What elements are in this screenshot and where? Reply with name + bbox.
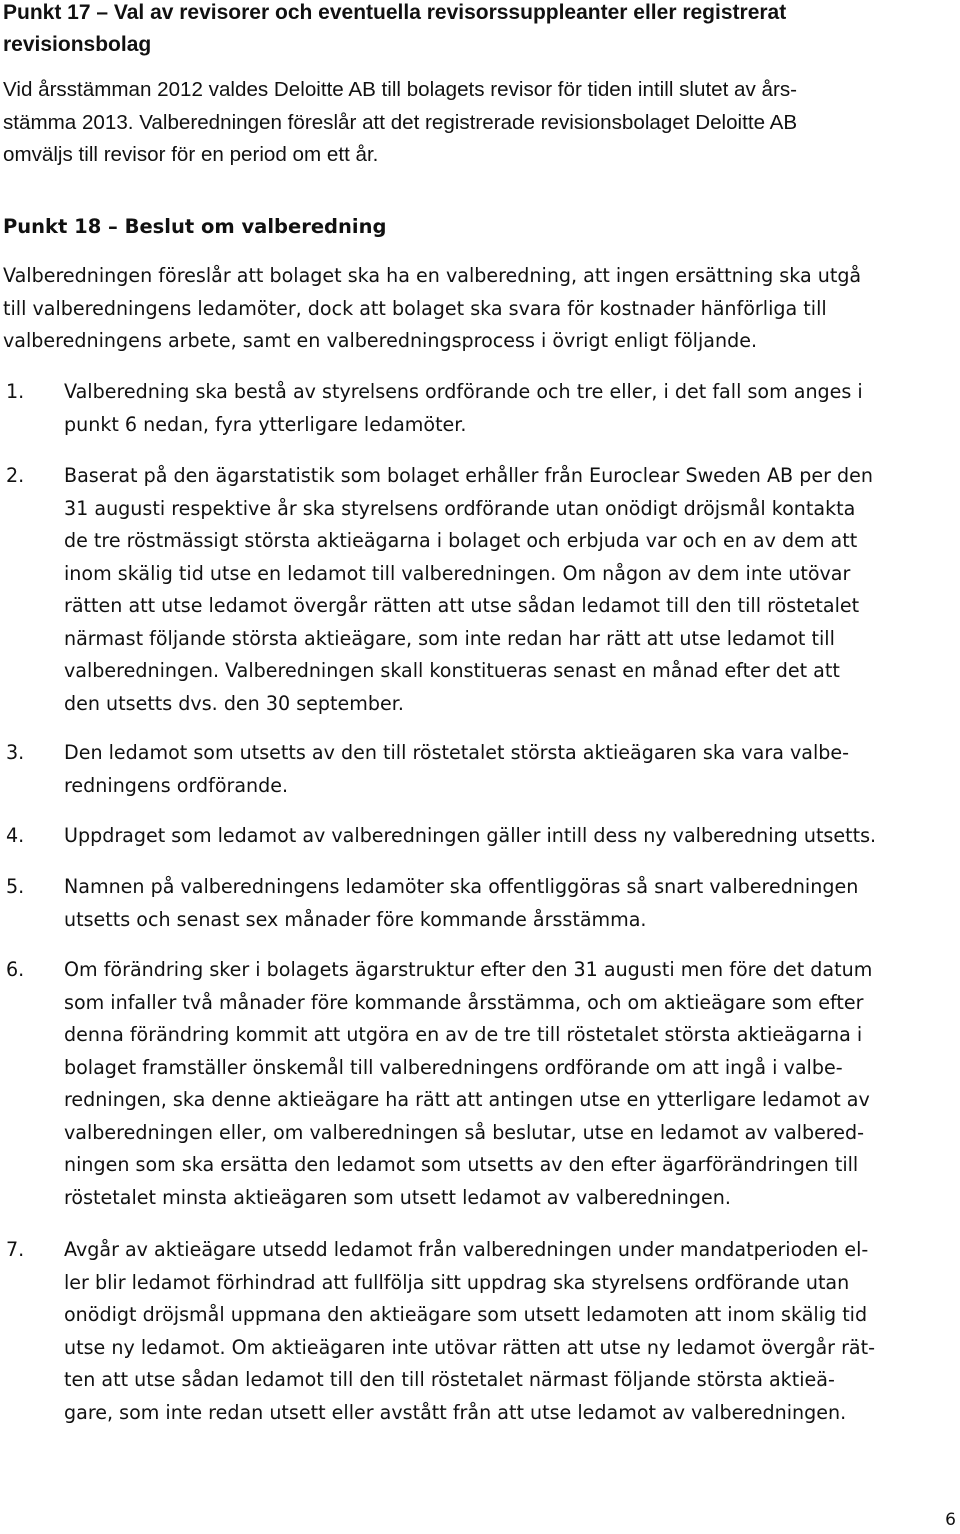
list-item-line: denna förändring kommit att utgöra en av de tre till röstetalet största aktieägarna i	[64, 1023, 863, 1046]
list-item-text	[64, 737, 959, 802]
list-item-line: den utsetts dvs. den 30 september.	[64, 691, 404, 715]
list-item-line: inom skälig tid utse en ledamot till valberedningen. Om någon av dem inte utövar	[64, 561, 851, 585]
list-item-line: rätten att utse ledamot övergår rätten att utse sådan ledamot till den till röstetalet	[64, 594, 860, 617]
section-18-heading: Punkt 18 – Beslut om valberedning	[3, 215, 387, 238]
section-18-intro-line-2: till valberedningens ledamöter, dock att bolaget ska svara för kostnader hänförliga till	[3, 296, 827, 320]
list-item-line: röstetalet minsta aktieägaren som utsett ledamot av valberedningen.	[64, 1185, 731, 1209]
list-item-line: ler blir ledamot förhindrad att fullfölja sitt uppdrag ska styrelsens ordförande utan	[64, 1270, 850, 1294]
list-item-line: utsetts och senast sex månader före kommande årsstämma.	[64, 907, 647, 931]
section-17-body-line-2: stämma 2013. Valberedningen föreslår att det registrerade revisionsbolaget Deloitte AB	[3, 110, 798, 134]
list-item-line: Den ledamot som utsetts av den till röstetalet största aktieägaren ska vara valbe-	[64, 741, 850, 764]
section-17-body	[3, 74, 953, 172]
list-item-line: Uppdraget som ledamot av valberedningen gäller intill dess ny valberedning utsetts.	[64, 824, 877, 847]
list-item-line: valberedningen eller, om valberedningen så beslutar, utse en ledamot av valbered-	[64, 1120, 864, 1144]
list-item-line: ten att utse sådan ledamot till den till röstetalet närmast följande största aktieä-	[64, 1368, 835, 1391]
list-item-number: 1.	[6, 380, 25, 403]
list-item-line: Valberedning ska bestå av styrelsens ordförande och tre eller, i det fall som anges i	[64, 380, 863, 403]
list-item-number: 7.	[6, 1238, 25, 1261]
section-17-heading-line-2: revisionsbolag	[3, 33, 152, 56]
section-18-intro-line-1: Valberedningen föreslår att bolaget ska ha en valberedning, att ingen ersättning ska utgå	[3, 264, 862, 287]
list-item-line: Om förändring sker i bolagets ägarstruktur efter den 31 augusti men före det datum	[64, 958, 873, 981]
section-17-body-line-1: Vid årsstämman 2012 valdes Deloitte AB till bolagets revisor för tiden intill slutet av års-	[3, 78, 797, 101]
list-item-number: 5.	[6, 875, 25, 898]
list-item-line: som infaller två månader före kommande årsstämma, och om aktieägare som efter	[64, 990, 864, 1014]
list-item-line: Avgår av aktieägare utsedd ledamot från valberedningen under mandatperioden el-	[64, 1238, 869, 1261]
list-item-text	[64, 1234, 959, 1429]
list-item-line: valberedningen. Valberedningen skall konstitueras senast en månad efter det att	[64, 659, 840, 682]
page-number: 6	[945, 1510, 956, 1530]
list-item-number: 3.	[6, 741, 25, 764]
list-item-line: Baserat på den ägarstatistik som bolaget erhåller från Euroclear Sweden AB per den	[64, 464, 873, 487]
list-item-text	[64, 460, 959, 720]
list-item-line: gare, som inte redan utsett eller avstått från att utse ledamot av valberedningen.	[64, 1400, 847, 1424]
list-item-line: bolaget framställer önskemål till valberedningens ordförande om att ingå i valbe-	[64, 1055, 843, 1079]
section-18-intro-line-3: valberedningens arbete, samt en valberedningsprocess i övrigt enligt följande.	[3, 329, 758, 352]
list-item-line: 31 augusti respektive år ska styrelsens ordförande utan onödigt dröjsmål kontakta	[64, 496, 856, 520]
list-item-text	[64, 954, 959, 1214]
list-item-line: utse ny ledamot. Om aktieägaren inte utövar rätten att utse ny ledamot övergår rät-	[64, 1335, 875, 1359]
list-item-text	[64, 376, 959, 441]
list-item-line: Namnen på valberedningens ledamöter ska offentliggöras så snart valberedningen	[64, 875, 859, 898]
list-item-text	[64, 820, 959, 853]
list-item-line: onödigt dröjsmål uppmana den aktieägare som utsett ledamoten att inom skälig tid	[64, 1303, 868, 1326]
list-item-line: ningen som ska ersätta den ledamot som utsetts av den efter ägarförändringen till	[64, 1153, 859, 1176]
list-item-number: 4.	[6, 824, 25, 847]
list-item-line: punkt 6 nedan, fyra ytterligare ledamöter.	[64, 412, 467, 436]
list-item-line: närmast följande största aktieägare, som inte redan har rätt att utse ledamot till	[64, 626, 835, 650]
list-item-number: 2.	[6, 464, 25, 487]
list-item-line: de tre röstmässigt största aktieägarna i bolaget och erbjuda var och en av dem att	[64, 529, 858, 552]
list-item-line: redningen, ska denne aktieägare ha rätt att antingen utse en ytterligare ledamot av	[64, 1088, 870, 1111]
list-item-number: 6.	[6, 958, 25, 981]
section-17-heading-line-1: Punkt 17 – Val av revisorer och eventuella revisorssuppleanter eller registrerat	[3, 1, 787, 24]
section-17-body-line-3: omväljs till revisor för en period om ett år.	[3, 143, 379, 166]
section-18-intro	[3, 260, 953, 358]
section-17-heading	[3, 0, 943, 61]
list-item-line: redningens ordförande.	[64, 773, 289, 797]
list-item-text	[64, 871, 959, 936]
